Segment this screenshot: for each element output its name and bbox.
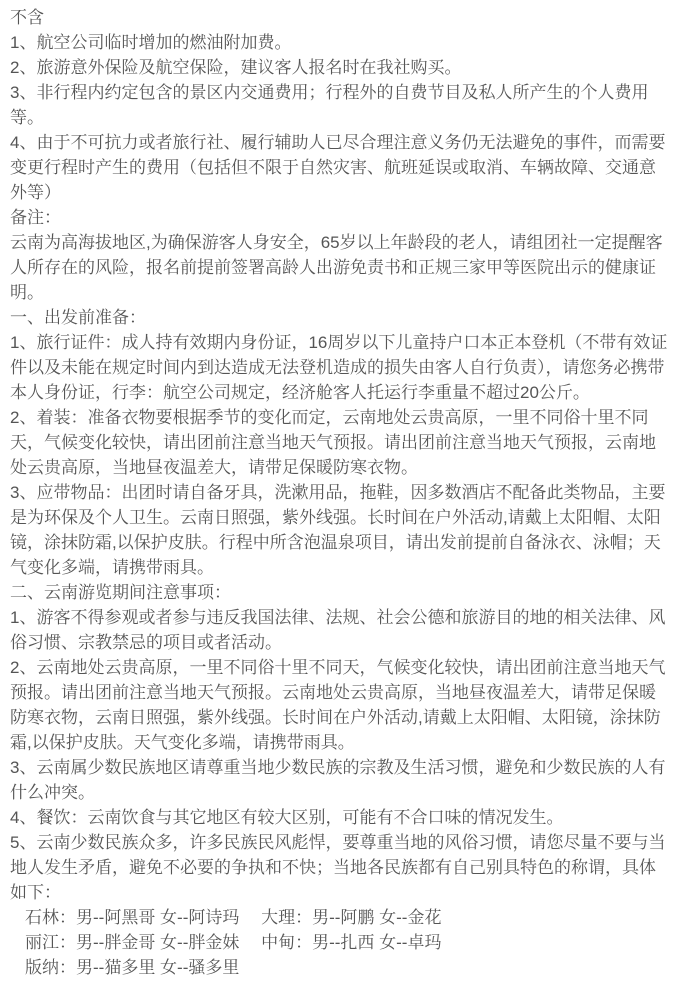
notice-item-customs: 5、云南少数民族众多，许多民族民风彪悍，要尊重当地的风俗习惯，请您尽量不要与当地人发生矛盾，避免不必要的争执和不快；当地各民族都有自己别具特色的称谓，具体如下： <box>10 833 666 902</box>
nickname-line-shilin-dali: 石林：男--阿黑哥 女--阿诗玛 大理：男--阿鹏 女--金花 <box>25 908 442 927</box>
preparation-item-documents: 1、旅行证件：成人持有效期内身份证，16周岁以下儿童持户口本正本登机（不带有效证件以及未能在规定时间内到达造成无法登机造成的损失由客人自行负责），请您务必携带本人身份证，行李：航空公司规定，经济舱客人托运行李重量不超过20公斤。 <box>10 333 668 402</box>
nickname-line-lijiang-zhongdian: 丽江：男--胖金哥 女--胖金妹 中甸：男--扎西 女--卓玛 <box>25 933 442 952</box>
exclusion-item-2: 2、旅游意外保险及航空保险，建议客人报名时在我社购买。 <box>10 58 462 77</box>
notice-item-weather: 2、云南地处云贵高原，一里不同俗十里不同天，气候变化较快，请出团前注意当地天气预报。请出团前注意当地天气预报。云南地处云贵高原，当地昼夜温差大，请带足保暖防寒衣物，云南日照强，紫外线强。长时间在户外活动,请戴上太阳帽、太阳镜，涂抹防霜,以保护皮肤。天气变化多端，请携带雨具。 <box>10 658 666 752</box>
not-included-heading: 不含 <box>10 8 44 27</box>
nickname-line-banna: 版纳：男--猫多里 女--骚多里 <box>25 958 240 977</box>
preparation-section-heading: 一、出发前准备： <box>10 308 146 327</box>
notice-item-laws: 1、游客不得参观或者参与违反我国法律、法规、社会公德和旅游目的地的相关法律、风俗习惯、宗教禁忌的项目或者活动。 <box>10 608 666 652</box>
remarks-body: 云南为高海拔地区,为确保游客人身安全，65岁以上年龄段的老人，请组团社一定提醒客人所存在的风险，报名前提前签署高龄人出游免责书和正规三家甲等医院出示的健康证明。 <box>10 233 663 302</box>
notice-item-minorities: 3、云南属少数民族地区请尊重当地少数民族的宗教及生活习惯，避免和少数民族的人有什么冲突。 <box>10 758 666 802</box>
preparation-item-supplies: 3、应带物品：出团时请自备牙具，洗漱用品，拖鞋，因多数酒店不配备此类物品，主要是为环保及个人卫生。云南日照强，紫外线强。长时间在户外活动,请戴上太阳帽、太阳镜，涂抹防霜,以保护皮肤。行程中所含泡温泉项目，请出发前提前自备泳衣、泳帽；天气变化多端，请携带雨具。 <box>10 483 666 577</box>
exclusion-item-1: 1、航空公司临时增加的燃油附加费。 <box>10 33 292 52</box>
remarks-heading: 备注： <box>10 208 61 227</box>
notices-section-heading: 二、云南游览期间注意事项： <box>10 583 231 602</box>
preparation-item-clothing: 2、着装：准备衣物要根据季节的变化而定，云南地处云贵高原，一里不同俗十里不同天，气候变化较快，请出团前注意当地天气预报。请出团前注意当地天气预报，云南地处云贵高原，当地昼夜温差大，请带足保暖防寒衣物。 <box>10 408 656 477</box>
exclusion-item-3: 3、非行程内约定包含的景区内交通费用；行程外的自费节目及私人所产生的个人费用等。 <box>10 83 649 127</box>
exclusion-item-4: 4、由于不可抗力或者旅行社、履行辅助人已尽合理注意义务仍无法避免的事件，而需要变更行程时产生的费用（包括但不限于自然灾害、航班延误或取消、车辆故障、交通意外等） <box>10 133 666 202</box>
notice-item-food: 4、餐饮：云南饮食与其它地区有较大区别，可能有不合口味的情况发生。 <box>10 808 564 827</box>
